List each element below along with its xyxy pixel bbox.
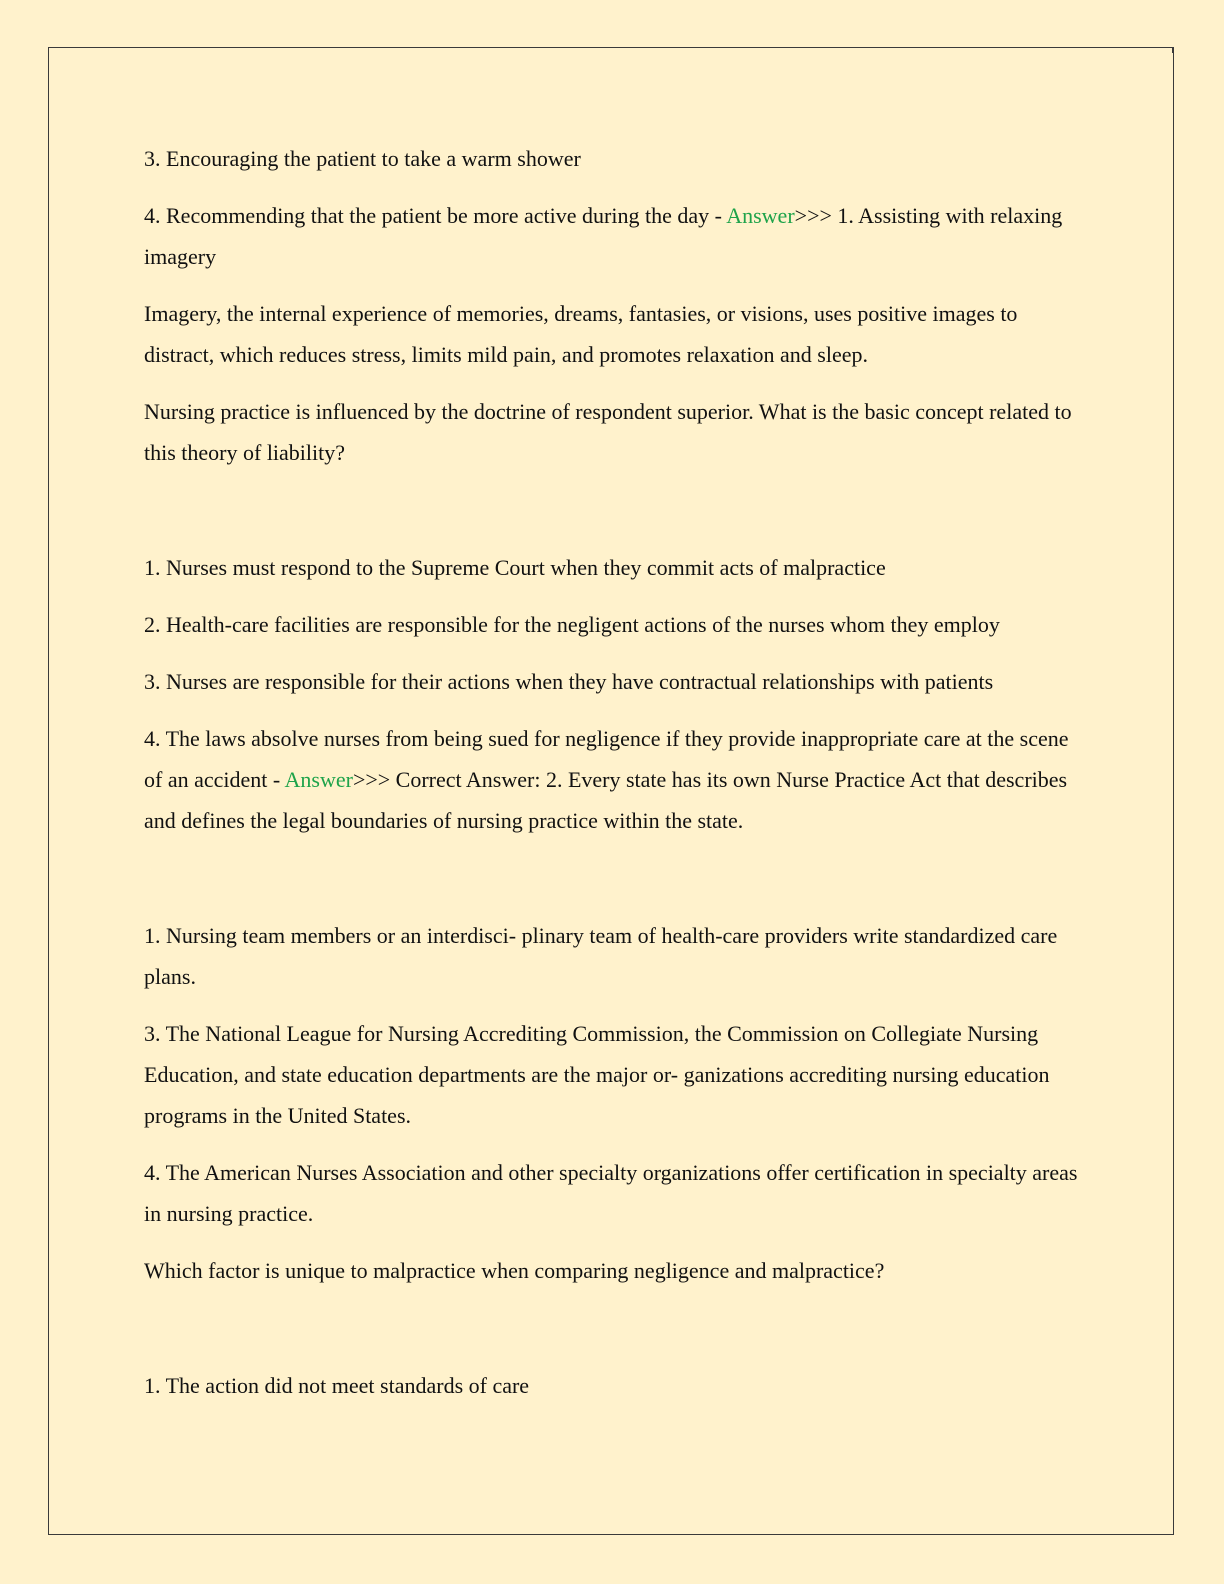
spacer bbox=[144, 857, 1084, 915]
option-1-standards-of-care: 1. The action did not meet standards of care bbox=[144, 1373, 530, 1398]
rationale-imagery: Imagery, the internal experience of memories, dreams, fantasies, or visions, uses positive images to distract, which reduces stress, limits mild pain, and promotes relaxation and sleep. bbox=[144, 301, 1018, 367]
question-respondeat-superior: Nursing practice is influenced by the doctrine of respondent superior. What is the basic concept related to this theory of liability? bbox=[144, 399, 1072, 465]
rationale-item-1: 1. Nursing team members or an interdisci- plinary team of health-care providers write standardized care plans. bbox=[144, 923, 1058, 989]
option-4-laws-text: 4. The laws absolve nurses from being sued for negligence if they provide inappropriate care at the scene of an accident - bbox=[144, 726, 1069, 792]
option-4-with-answer-2 bbox=[144, 718, 1084, 841]
spacer bbox=[144, 1307, 1084, 1365]
question-malpractice: Which factor is unique to malpractice when comparing negligence and malpractice? bbox=[144, 1258, 885, 1283]
option-4-with-answer bbox=[144, 195, 1084, 277]
answer-text: >>> 1. Assisting with relaxing imagery bbox=[144, 203, 1063, 269]
option-3-contractual-relationships: 3. Nurses are responsible for their actions when they have contractual relationships with patients bbox=[144, 669, 994, 694]
answer-label: Answer bbox=[284, 767, 353, 792]
option-2-health-care-facilities: 2. Health-care facilities are responsible for the negligent actions of the nurses whom they employ bbox=[144, 612, 1000, 637]
rationale-item-4: 4. The American Nurses Association and other specialty organizations offer certification in specialty areas in nursing practice. bbox=[144, 1160, 1078, 1226]
answer-label: Answer bbox=[726, 203, 795, 228]
option-3-warm-shower: 3. Encouraging the patient to take a warm shower bbox=[144, 146, 581, 171]
document-body bbox=[144, 138, 1084, 1422]
option-4-text: 4. Recommending that the patient be more active during the day - bbox=[144, 203, 727, 228]
rationale-item-3: 3. The National League for Nursing Accrediting Commission, the Commission on Collegiate Nursing Education, and state education departments are the major or- ganizations accrediting nursing education programs in the United States. bbox=[144, 1021, 1050, 1128]
option-1-supreme-court: 1. Nurses must respond to the Supreme Court when they commit acts of malpractice bbox=[144, 555, 886, 580]
page-border-corner bbox=[1172, 47, 1174, 53]
spacer bbox=[144, 489, 1084, 547]
correct-answer-text: >>> Correct Answer: 2. Every state has its own Nurse Practice Act that describes and defines the legal boundaries of nursing practice within the state. bbox=[144, 767, 1068, 833]
